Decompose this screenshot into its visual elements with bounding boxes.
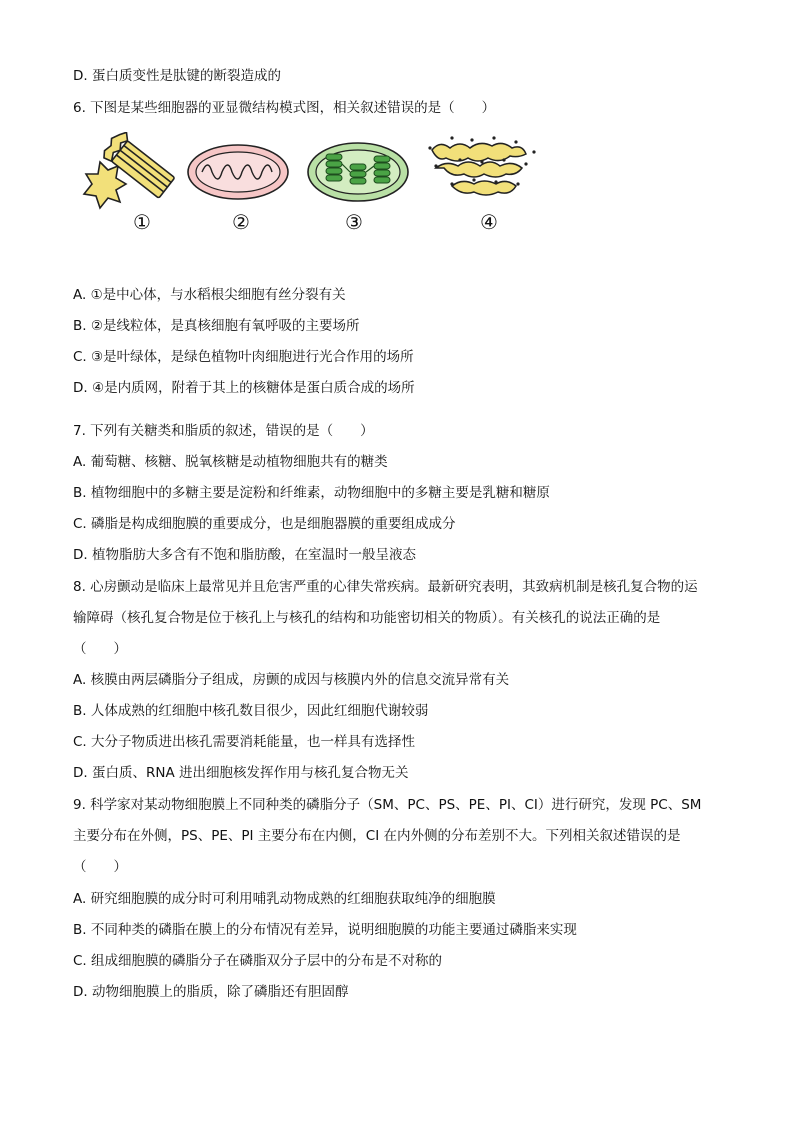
mitochondrion-drawing (188, 145, 288, 199)
q8-option-a: A. 核膜由两层磷脂分子组成，房颤的成因与核膜内外的信息交流异常有关 (73, 672, 510, 688)
figure-label-2: ② (232, 210, 250, 234)
q9-stem-line3: （ ） (73, 859, 127, 875)
q7-option-b: B. 植物细胞中的多糖主要是淀粉和纤维素，动物细胞中的多糖主要是乳糖和糖原 (73, 485, 550, 501)
q6-option-b: B. ②是线粒体，是真核细胞有氧呼吸的主要场所 (73, 318, 360, 334)
q7-option-a: A. 葡萄糖、核糖、脱氧核糖是动植物细胞共有的糖类 (73, 454, 388, 470)
q9-stem-line2: 主要分布在外侧，PS、PE、PI 主要分布在内侧，CI 在内外侧的分布差别不大。下列相关叙述错误的是 (73, 828, 681, 844)
endoplasmic-reticulum-drawing (428, 136, 535, 195)
q6-option-c: C. ③是叶绿体，是绿色植物叶肉细胞进行光合作用的场所 (73, 349, 414, 365)
q8-stem-line1: 8. 心房颤动是临床上最常见并且危害严重的心律失常疾病。最新研究表明，其致病机制是核孔复合物的运 (73, 579, 698, 595)
figure-label-4: ④ (480, 210, 498, 234)
q7-stem: 7. 下列有关糖类和脂质的叙述，错误的是（ ） (73, 423, 374, 439)
q9-option-c: C. 组成细胞膜的磷脂分子在磷脂双分子层中的分布是不对称的 (73, 953, 443, 969)
q8-option-b: B. 人体成熟的红细胞中核孔数目很少，因此红细胞代谢较弱 (73, 703, 429, 719)
q9-option-a: A. 研究细胞膜的成分时可利用哺乳动物成熟的红细胞获取纯净的细胞膜 (73, 891, 496, 907)
q8-stem-line2: 输障碍（核孔复合物是位于核孔上与核孔的结构和功能密切相关的物质）。有关核孔的说法正确的是 (73, 610, 661, 626)
q8-option-c: C. 大分子物质进出核孔需要消耗能量，也一样具有选择性 (73, 734, 416, 750)
q6-option-d: D. ④是内质网，附着于其上的核糖体是蛋白质合成的场所 (73, 380, 415, 396)
figure-label-3: ③ (345, 210, 363, 234)
q8-stem-line3: （ ） (73, 641, 127, 657)
q6-stem: 6. 下图是某些细胞器的亚显微结构模式图，相关叙述错误的是（ ） (73, 100, 496, 116)
q9-stem-line1: 9. 科学家对某动物细胞膜上不同种类的磷脂分子（SM、PC、PS、PE、PI、CI）进行研究，发现 PC、SM (73, 797, 702, 813)
chloroplast-drawing (308, 143, 408, 201)
q5-option-d: D. 蛋白质变性是肽键的断裂造成的 (73, 68, 281, 84)
figure-label-1: ① (133, 210, 151, 234)
centriole-drawing (84, 132, 178, 208)
q7-option-c: C. 磷脂是构成细胞膜的重要成分，也是细胞器膜的重要组成成分 (73, 516, 456, 532)
q9-option-b: B. 不同种类的磷脂在膜上的分布情况有差异，说明细胞膜的功能主要通过磷脂来实现 (73, 922, 577, 938)
q9-option-d: D. 动物细胞膜上的脂质，除了磷脂还有胆固醇 (73, 984, 349, 1000)
q6-option-a: A. ①是中心体，与水稻根尖细胞有丝分裂有关 (73, 287, 346, 303)
q8-option-d: D. 蛋白质、RNA 进出细胞核发挥作用与核孔复合物无关 (73, 765, 409, 781)
q7-option-d: D. 植物脂肪大多含有不饱和脂肪酸，在室温时一般呈液态 (73, 547, 416, 563)
